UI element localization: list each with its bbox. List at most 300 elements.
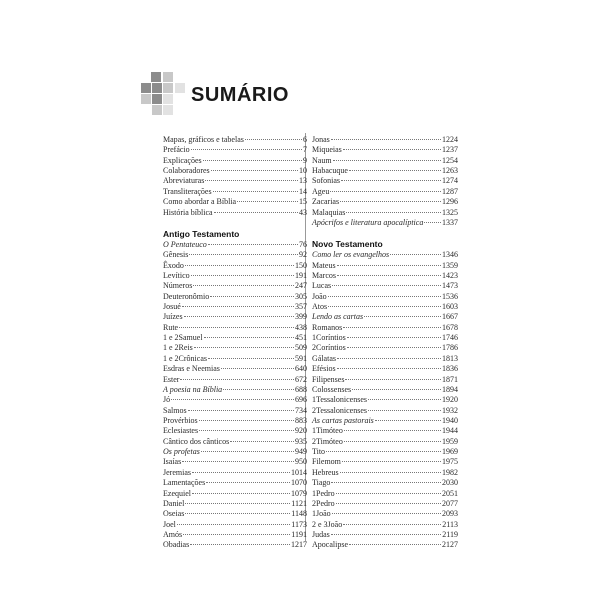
dot-leader	[204, 337, 294, 338]
toc-entry	[163, 302, 307, 312]
toc-entry	[312, 208, 458, 218]
dot-leader	[208, 244, 298, 245]
toc-entry-label: Mapas, gráficos e tabelas	[163, 135, 244, 144]
toc-entry	[163, 292, 307, 302]
toc-entry-label: História bíblica	[163, 207, 213, 217]
toc-entry	[312, 354, 458, 364]
dot-leader	[331, 534, 442, 535]
dot-leader	[191, 149, 302, 150]
toc-entry	[163, 261, 307, 271]
toc-entry	[163, 395, 307, 405]
dot-leader	[211, 170, 298, 171]
logo-square	[163, 72, 173, 82]
toc-entry-label: Judas	[312, 529, 330, 539]
dot-leader	[230, 441, 294, 442]
toc-entry-label: O Pentateuco	[163, 239, 207, 249]
dot-leader	[368, 399, 441, 400]
toc-entry-page: 1969	[442, 447, 458, 457]
toc-entry	[163, 499, 307, 509]
toc-entry-page: 1473	[442, 281, 458, 291]
toc-entry-page: 1237	[442, 145, 458, 155]
section-heading-antigo: Antigo Testamento	[163, 228, 240, 239]
dot-leader	[245, 139, 302, 140]
toc-entry-page: 1836	[442, 364, 458, 374]
dot-leader	[206, 482, 290, 483]
toc-entry	[163, 468, 307, 478]
toc-entry	[312, 375, 458, 385]
toc-entry	[312, 509, 458, 519]
dot-leader	[352, 389, 441, 390]
toc-entry-page: 247	[295, 281, 307, 291]
dot-leader	[343, 149, 441, 150]
toc-entry	[312, 364, 458, 374]
dot-leader	[349, 170, 441, 171]
dot-leader	[344, 441, 441, 442]
toc-entry-label: João	[312, 291, 327, 301]
toc-entry-page: 949	[295, 447, 307, 457]
dot-leader	[213, 191, 298, 192]
toc-entry	[163, 250, 307, 260]
toc-entry-page: 1423	[442, 270, 458, 280]
toc-entry-label: Esdras e Neemias	[163, 364, 220, 374]
logo-square	[152, 94, 162, 104]
dot-leader	[326, 451, 441, 452]
toc-entry-label: Colossenses	[312, 384, 352, 394]
toc-entry-page: 1254	[442, 155, 458, 165]
toc-entry-label: Tiago	[312, 478, 331, 488]
toc-entry-page: 6	[303, 135, 307, 144]
toc-entry-page: 920	[295, 426, 307, 436]
toc-entry	[163, 312, 307, 322]
dot-leader	[347, 337, 441, 338]
logo-square	[152, 83, 162, 93]
toc-entry-page: 76	[299, 239, 307, 249]
toc-entry-label: Atos	[312, 302, 328, 312]
toc-entry	[312, 135, 458, 145]
section-heading-novo: Novo Testamento	[312, 239, 383, 250]
toc-entry-label: Romanos	[312, 322, 343, 332]
toc-entry	[163, 416, 307, 426]
toc-entry-page: 2077	[442, 498, 458, 508]
toc-entry-page: 2030	[442, 478, 458, 488]
toc-entry-page: 591	[295, 353, 307, 363]
toc-entry-label: 2Tessalonicenses	[312, 405, 367, 415]
toc-entry-page: 305	[295, 291, 307, 301]
dot-leader	[177, 524, 290, 525]
dot-leader	[337, 368, 441, 369]
toc-entry-page: 92	[299, 250, 307, 260]
toc-entry-label: Isaías	[163, 457, 182, 467]
toc-entry-label: 2 e 3João	[312, 519, 343, 529]
toc-entry-page: 1894	[442, 384, 458, 394]
toc-entry-page: 191	[295, 270, 307, 280]
toc-entry	[163, 457, 307, 467]
toc-entry-page: 1191	[291, 529, 307, 539]
toc-entry-label: Números	[163, 281, 193, 291]
dot-leader	[424, 222, 441, 223]
toc-right-column	[312, 135, 458, 551]
dot-leader	[194, 347, 294, 348]
dot-leader	[344, 430, 441, 431]
logo-square	[163, 105, 173, 115]
toc-entry-label: Ezequiel	[163, 488, 191, 498]
dot-leader	[182, 306, 294, 307]
toc-entry-page: 1959	[442, 436, 458, 446]
dot-leader	[205, 180, 298, 181]
toc-entry-label: Os profetas	[163, 447, 200, 457]
dot-leader	[341, 180, 441, 181]
dot-leader	[185, 513, 290, 514]
toc-entry	[312, 197, 458, 207]
toc-entry-label: Jonas	[312, 135, 330, 144]
toc-entry-page: 1224	[442, 135, 458, 144]
toc-entry	[163, 520, 307, 530]
toc-entry-page: 1667	[442, 312, 458, 322]
dot-leader	[342, 461, 441, 462]
dot-leader	[185, 265, 294, 266]
toc-entry-page: 1932	[442, 405, 458, 415]
dot-leader	[343, 327, 441, 328]
dot-leader	[347, 347, 441, 348]
toc-entry-page: 2119	[442, 529, 458, 539]
toc-entry	[163, 281, 307, 291]
toc-entry-label: A poesia na Bíblia	[163, 384, 223, 394]
page-title: SUMÁRIO	[191, 84, 289, 106]
dot-leader	[331, 482, 441, 483]
dot-leader	[183, 534, 290, 535]
toc-entry-label: 1 e 2Crônicas	[163, 353, 207, 363]
toc-entry-page: 1296	[442, 197, 458, 207]
dot-leader	[193, 285, 294, 286]
toc-entry	[312, 145, 458, 155]
toc-entry-page: 883	[295, 415, 307, 425]
toc-entry-page: 1148	[291, 509, 307, 519]
toc-entry-page: 1678	[442, 322, 458, 332]
toc-entry	[163, 426, 307, 436]
toc-entry	[163, 364, 307, 374]
toc-entry-page: 1746	[442, 333, 458, 343]
toc-entry	[163, 166, 307, 176]
toc-entry-page: 688	[295, 384, 307, 394]
dot-leader	[208, 358, 294, 359]
toc-entry-label: Marcos	[312, 270, 336, 280]
toc-entry-label: Gálatas	[312, 353, 336, 363]
toc-entry	[163, 406, 307, 416]
dot-leader	[332, 513, 441, 514]
toc-entry-page: 1944	[442, 426, 458, 436]
toc-entry-page: 1337	[442, 217, 458, 227]
toc-entry-label: Amós	[163, 529, 183, 539]
toc-entry-label: Cântico dos cânticos	[163, 436, 230, 446]
toc-entry-page: 672	[295, 374, 307, 384]
dot-leader	[368, 410, 441, 411]
toc-entry-label: Como ler os evangelhos	[312, 250, 390, 260]
toc-entry-page: 13	[299, 176, 307, 186]
toc-entry-page: 734	[295, 405, 307, 415]
toc-entry	[163, 489, 307, 499]
toc-entry-label: Lamentações	[163, 478, 206, 488]
logo-square	[163, 83, 173, 93]
dot-leader	[375, 420, 441, 421]
toc-entry-label: Habacuque	[312, 166, 348, 176]
toc-entry-label: Ageu	[312, 186, 330, 196]
toc-entry-page: 1813	[442, 353, 458, 363]
toc-entry	[312, 530, 458, 540]
toc-entry-label: Jeremias	[163, 467, 191, 477]
toc-entry-page: 640	[295, 364, 307, 374]
toc-entry	[163, 187, 307, 197]
toc-entry	[312, 489, 458, 499]
toc-entry-page: 2127	[442, 540, 458, 550]
toc-entry	[163, 333, 307, 343]
dot-leader	[328, 306, 441, 307]
toc-entry	[163, 354, 307, 364]
toc-entry-page: 43	[299, 207, 307, 217]
toc-entry	[312, 312, 458, 322]
toc-entry-page: 1070	[291, 478, 307, 488]
toc-entry-label: Colaboradores	[163, 166, 210, 176]
toc-entry-label: Lendo as cartas	[312, 312, 364, 322]
toc-entry	[312, 166, 458, 176]
toc-entry-label: Naum	[312, 155, 332, 165]
toc-entry-page: 2093	[442, 509, 458, 519]
toc-entry	[312, 333, 458, 343]
toc-entry-label: Efésios	[312, 364, 336, 374]
dot-leader	[221, 368, 294, 369]
toc-entry-label: Deuteronômio	[163, 291, 210, 301]
toc-entry-page: 950	[295, 457, 307, 467]
toc-entry-page: 1536	[442, 291, 458, 301]
toc-entry	[163, 540, 307, 550]
dot-leader	[328, 296, 441, 297]
toc-entry-label: Gênesis	[163, 250, 189, 260]
logo-square	[151, 72, 161, 82]
toc-entry-label: Juízes	[163, 312, 183, 322]
toc-entry	[312, 520, 458, 530]
toc-entry	[312, 468, 458, 478]
toc-entry-label: 1Timóteo	[312, 426, 343, 436]
toc-entry	[312, 457, 458, 467]
toc-entry	[163, 135, 307, 145]
dot-leader	[203, 160, 302, 161]
toc-entry-page: 1014	[291, 467, 307, 477]
dot-leader	[336, 503, 441, 504]
toc-entry-label: 2Timóteo	[312, 436, 343, 446]
toc-entry	[312, 426, 458, 436]
toc-entry	[163, 240, 307, 250]
dot-leader	[390, 254, 441, 255]
toc-entry	[163, 509, 307, 519]
toc-entry-label: 1 e 2Samuel	[163, 333, 203, 343]
toc-entry-page: 9	[303, 155, 307, 165]
dot-leader	[201, 451, 294, 452]
toc-entry-label: Malaquias	[312, 207, 346, 217]
toc-entry-label: Obadias	[163, 540, 190, 550]
toc-entry-label: Filemom	[312, 457, 341, 467]
toc-entry-page: 1982	[442, 467, 458, 477]
dot-leader	[191, 275, 294, 276]
front-matter-list	[163, 135, 307, 218]
toc-entry	[312, 395, 458, 405]
dot-leader	[331, 139, 441, 140]
toc-entry-page: 1274	[442, 176, 458, 186]
toc-entry-label: Joel	[163, 519, 176, 529]
toc-entry-page: 15	[299, 197, 307, 207]
toc-entry-label: Êxodo	[163, 260, 184, 270]
toc-entry	[312, 271, 458, 281]
toc-entry-label: As cartas pastorais	[312, 415, 374, 425]
dot-leader	[185, 503, 290, 504]
toc-entry-label: Filipenses	[312, 374, 345, 384]
toc-entry-page: 1603	[442, 302, 458, 312]
toc-entry-label: Rute	[163, 322, 179, 332]
dot-leader	[171, 399, 294, 400]
toc-entry	[312, 250, 458, 260]
toc-entry-label: Daniel	[163, 498, 185, 508]
toc-entry	[312, 218, 458, 228]
toc-entry	[312, 406, 458, 416]
dot-leader	[333, 160, 441, 161]
toc-entry-label: 1Coríntios	[312, 333, 346, 343]
toc-entry-page: 399	[295, 312, 307, 322]
toc-entry-label: 2Pedro	[312, 498, 335, 508]
toc-entry-page: 1359	[442, 260, 458, 270]
dot-leader	[192, 493, 290, 494]
dot-leader	[349, 544, 441, 545]
toc-entry	[312, 281, 458, 291]
toc-entry	[163, 176, 307, 186]
toc-entry	[163, 197, 307, 207]
dot-leader	[199, 420, 294, 421]
logo-square	[163, 94, 173, 104]
logo-square	[141, 94, 151, 104]
dot-leader	[346, 212, 441, 213]
toc-entry	[163, 437, 307, 447]
dot-leader	[190, 544, 290, 545]
prophets-continued-list	[312, 135, 458, 228]
toc-entry-page: 2113	[442, 519, 458, 529]
toc-entry-label: Provérbios	[163, 415, 198, 425]
toc-entry-label: Jó	[163, 395, 171, 405]
toc-entry-page: 1871	[442, 374, 458, 384]
toc-entry-label: Como abordar a Bíblia	[163, 197, 237, 207]
toc-entry-page: 1121	[291, 498, 307, 508]
dot-leader	[332, 285, 441, 286]
toc-entry	[312, 416, 458, 426]
toc-entry-label: Salmos	[163, 405, 187, 415]
dot-leader	[337, 265, 441, 266]
toc-entry-page: 1346	[442, 250, 458, 260]
toc-entry-label: Levítico	[163, 270, 190, 280]
toc-entry	[163, 530, 307, 540]
dot-leader	[188, 410, 294, 411]
toc-entry	[163, 447, 307, 457]
dot-leader	[337, 358, 441, 359]
dot-leader	[345, 379, 441, 380]
toc-entry-label: Oseias	[163, 509, 185, 519]
dot-leader	[340, 201, 441, 202]
antigo-testamento-list	[163, 240, 307, 551]
toc-entry	[312, 437, 458, 447]
toc-entry-page: 1287	[442, 186, 458, 196]
dot-leader	[340, 472, 441, 473]
toc-entry-label: Ester	[163, 374, 180, 384]
toc-entry-label: Transliterações	[163, 186, 212, 196]
toc-entry-page: 509	[295, 343, 307, 353]
toc-entry	[312, 447, 458, 457]
toc-entry	[163, 375, 307, 385]
dot-leader	[189, 254, 298, 255]
toc-entry-page: 1920	[442, 395, 458, 405]
toc-entry-page: 7	[303, 145, 307, 155]
toc-entry-label: 1 e 2Reis	[163, 343, 193, 353]
toc-entry	[163, 385, 307, 395]
toc-entry-page: 2051	[442, 488, 458, 498]
toc-entry-page: 10	[299, 166, 307, 176]
toc-entry-page: 1217	[291, 540, 307, 550]
toc-entry	[312, 176, 458, 186]
dot-leader	[192, 472, 290, 473]
dot-leader	[210, 296, 294, 297]
toc-entry-page: 1325	[442, 207, 458, 217]
toc-entry	[312, 323, 458, 333]
toc-entry-label: Miqueias	[312, 145, 342, 155]
toc-entry-page: 451	[295, 333, 307, 343]
logo-square	[152, 105, 162, 115]
toc-entry	[312, 302, 458, 312]
toc-entry-label: Abreviaturas	[163, 176, 205, 186]
dot-leader	[179, 327, 294, 328]
title-logo-squares	[141, 72, 189, 116]
toc-entry-page: 1786	[442, 343, 458, 353]
toc-entry-label: Apócrifos e literatura apocalíptica	[312, 217, 424, 227]
toc-entry	[312, 540, 458, 550]
toc-entry	[163, 271, 307, 281]
toc-entry-label: Apocalipse	[312, 540, 348, 550]
toc-entry	[312, 292, 458, 302]
toc-entry-label: 2Coríntios	[312, 343, 346, 353]
dot-leader	[237, 201, 298, 202]
toc-entry-page: 1975	[442, 457, 458, 467]
toc-entry	[312, 478, 458, 488]
toc-entry-page: 14	[299, 186, 307, 196]
toc-entry-label: Josué	[163, 302, 181, 312]
dot-leader	[182, 461, 294, 462]
toc-entry-label: Prefácio	[163, 145, 190, 155]
novo-testamento-list	[312, 250, 458, 550]
dot-leader	[337, 275, 441, 276]
toc-entry	[312, 187, 458, 197]
dot-leader	[180, 379, 294, 380]
toc-entry-page: 1263	[442, 166, 458, 176]
toc-entry-label: 1Tessalonicenses	[312, 395, 367, 405]
toc-entry-label: Eclesiastes	[163, 426, 199, 436]
toc-left-column	[163, 135, 307, 551]
toc-entry	[163, 478, 307, 488]
toc-entry-label: Tito	[312, 447, 326, 457]
logo-square	[175, 83, 185, 93]
toc-entry	[163, 343, 307, 353]
toc-entry-label: Lucas	[312, 281, 332, 291]
toc-entry-label: 1João	[312, 509, 331, 519]
toc-entry-label: Mateus	[312, 260, 336, 270]
toc-entry	[312, 499, 458, 509]
toc-entry-page: 150	[295, 260, 307, 270]
toc-entry	[163, 208, 307, 218]
toc-entry	[163, 156, 307, 166]
toc-entry-page: 935	[295, 436, 307, 446]
toc-entry-label: Sofonias	[312, 176, 340, 186]
